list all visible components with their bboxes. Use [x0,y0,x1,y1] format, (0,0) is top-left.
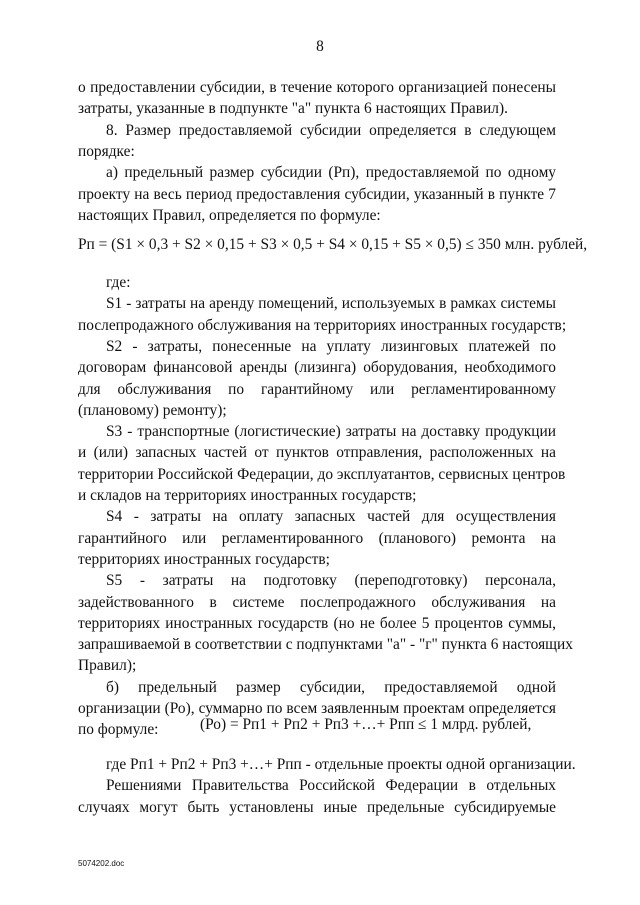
text-line: S1 - затраты на аренду помещений, используемых в рамках системы [106,295,556,313]
text-line: по формуле: [78,721,159,739]
text-line: S2 - затраты, понесенные на уплату лизинговых платежей по [106,337,556,355]
text-line: о предоставлении субсидии, в течение которого организацией понесены [78,79,556,96]
text-line: затраты, указанные в подпункте "а" пункта 6 настоящих Правил). [78,100,508,118]
page-number: 8 [316,38,324,55]
formula-po: (Ро) = Рп1 + Рп2 + Рп3 +…+ Рпп ≤ 1 млрд. рублей, [200,716,532,733]
text-line: случаях могут быть установлены иные предельные субсидируемые [78,798,556,816]
text-line: и (или) запасных частей от пунктов отправления, расположенных на [78,444,556,462]
text-line: договорам финансовой аренды (лизинга) оборудования, необходимого [78,359,556,377]
text-line: (плановому) ремонту); [78,401,227,419]
text-line: S5 - затраты на подготовку (переподготовку) персонала, [106,572,556,590]
text-line: организации (Ро), суммарно по всем заявленным проектам определяется [78,700,556,717]
text-line: Правил); [78,657,137,675]
text-line: задействованного в системе послепродажного обслуживания на [78,593,556,611]
text-line: послепродажного обслуживания на территориях иностранных государств; [78,316,567,334]
text-line: 8. Размер предоставляемой субсидии определяется в следующем [106,121,556,139]
text-line: где: [106,274,131,291]
text-line: настоящих Правил, определяется по формуле: [78,206,381,224]
text-line: б) предельный размер субсидии, предоставляемой одной [106,678,556,696]
text-line: S3 - транспортные (логистические) затраты на доставку продукции [106,423,556,441]
text-line: порядке: [78,142,135,160]
text-line: проекту на весь период предоставления субсидии, указанный в пункте 7 [78,185,556,203]
formula-pn: Рп = (S1 × 0,3 + S2 × 0,15 + S3 × 0,5 + S4 × 0,15 + S5 × 0,5) ≤ 350 млн. рублей, [78,236,588,253]
text-line: S4 - затраты на оплату запасных частей для осуществления [106,508,556,526]
text-line: территориях иностранных государств; [78,550,330,568]
text-line: и складов на территориях иностранных государств; [78,487,417,504]
text-line: территориях иностранных государств (но не более 5 процентов суммы, [78,614,556,632]
text-line: а) предельный размер субсидии (Рп), предоставляемой по одному [106,164,556,182]
text-line: Решениями Правительства Российской Федерации в отдельных [106,777,556,795]
text-line: для обслуживания по гарантийному или регламентированному [78,380,556,398]
text-line: территории Российской Федерации, до эксплуатантов, сервисных центров [78,465,566,483]
text-line: запрашиваемой в соответствии с подпунктами "а" - "г" пункта 6 настоящих [78,636,573,654]
footer-filename: 5074202.doc [78,859,125,868]
text-line: где Рп1 + Рп2 + Рп3 +…+ Рпп - отдельные проекты одной организации. [106,756,576,773]
text-line: гарантийного или регламентированного (планового) ремонта на [78,529,556,547]
